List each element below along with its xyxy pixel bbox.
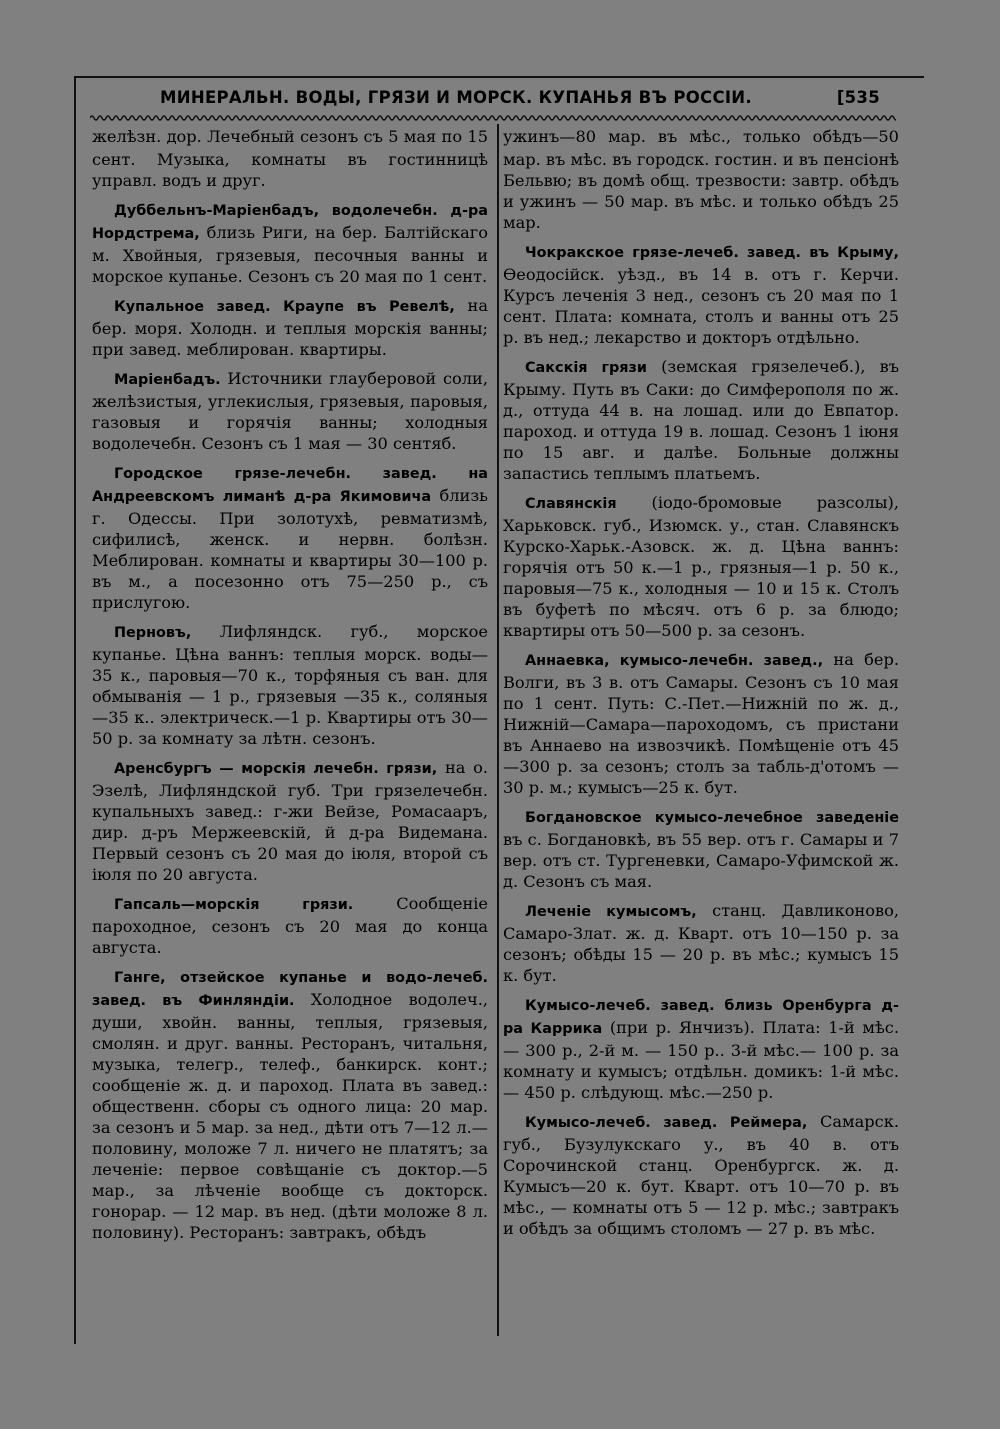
entry-text: Источники глауберовой соли, желѣзистыя, углекислыя, грязевыя, паровыя, газовыя и горячія ванны; холодныя водолечебн. Сезонъ съ 1 мая — 30 сентяб.: [92, 369, 488, 453]
entry: [503, 492, 899, 641]
column-divider: [497, 124, 499, 1336]
entry: [503, 994, 899, 1103]
entry-heading: Кумысо-лечеб. завед. близь Оренбурга д-ра Каррика: [503, 998, 899, 1037]
header-title: МИНЕРАЛЬН. ВОДЫ, ГРЯЗИ И МОРСК. КУПАНЬЯ ВЪ РОССІИ.: [160, 88, 752, 107]
entry: [92, 368, 488, 454]
entry-text: (іодо-бромовые разсолы), Харьковск. губ., Изюмск. у., стан. Славянскъ Курско-Харьк.-Азовск. ж. д. Цѣна ваннъ: горячія отъ 50 к.—1 р., грязныя—1 р. 50 к., паровыя—75 к., холодныя — 10 и 15 к. Столъ въ буфетѣ по мѣсяч. отъ 6 р. за блюдо; квартиры отъ 50—500 р. за сезонъ.: [503, 493, 899, 640]
entry: [92, 199, 488, 287]
entry-heading: Аренсбургъ — морскія лечебн. грязи,: [114, 761, 438, 777]
entry-heading: Аннаевка, кумысо-лечебн. завед.,: [525, 653, 824, 669]
entry-heading: Богдановское кумысо-лечебное заведеніе: [525, 810, 899, 826]
wavy-rule: [90, 113, 896, 123]
entry-text: на бер. моря. Холодн. и теплыя морскія ванны; при завед. меблирован. квартиры.: [92, 296, 488, 359]
entry-text: въ с. Богдановкѣ, въ 55 вер. отъ г. Самары и 7 вер. отъ ст. Тургеневки, Самаро-Уфимской ж. д. Сезонъ съ мая.: [503, 830, 899, 891]
entry: [92, 757, 488, 885]
entry: [503, 241, 899, 348]
entry: [92, 295, 488, 360]
entry-heading: Сакскія грязи: [525, 360, 647, 376]
right-column: [503, 126, 899, 1247]
entry-text: Самарск. губ., Бузулукскаго у., въ 40 в. отъ Сорочинской станц. Оренбургск. ж. д. Кумысъ—20 к. бут. Кварт. отъ 10—70 р. въ мѣс., — комнаты отъ 5 — 12 р. мѣс.; завтракъ и обѣдъ за общимъ столомъ — 27 р. въ мѣс.: [503, 1112, 899, 1238]
entry-heading: Чокракское грязе-лечеб. завед. въ Крыму,: [525, 245, 899, 261]
entry-text: Холодное водолеч., души, хвойн. ванны, теплыя, грязевыя, смолян. и друг. ванны. Ресторанъ, читальня, музыка, телегр., телеф., банкирск. конт.; сообщеніе ж. д. и пароход. Плата въ завед.: общественн. сборы съ одного лица: 20 мар. за сезонъ и 5 мар. за нед., дѣти отъ 7—12 л.—половину, моложе 7 л. ничего не платятъ; за леченіе: первое совѣщаніе съ доктор.—5 мар., за лѣченіе вообще съ докторск. гонорар. — 12 мар. въ нед. (дѣти моложе 8 л. половину). Ресторанъ: завтракъ, обѣдъ: [92, 990, 488, 1242]
entry: [503, 126, 899, 233]
entry-text: на бер. Волги, въ 3 в. отъ Самары. Сезонъ съ 10 мая по 1 сент. Путь: С.-Пет.—Нижній по ж. д., Нижній—Самара—пароходомъ, съ пристани въ Аннаево на извозчикѣ. Помѣщеніе отъ 45—300 р. за сезонъ; столъ за табль-д'отомъ — 30 р. м.; кумысъ—25 к. бут.: [503, 650, 899, 797]
entry-text: желѣзн. дор. Лечебный сезонъ съ 5 мая по 15 сент. Музыка, комнаты въ гостинницѣ управл. водъ и друг.: [92, 127, 488, 190]
entry: [92, 621, 488, 749]
page-number: [535: [836, 88, 880, 107]
entry-heading: Славянскія: [525, 496, 617, 512]
entry-text: станц. Давликоново, Самаро-Злат. ж. д. Кварт. отъ 10—150 р. за сезонъ; обѣды 15 — 20 р. въ мѣс.; кумысъ 15 к. бут.: [503, 901, 899, 985]
running-header: [90, 88, 880, 112]
entry: [503, 649, 899, 798]
entry: [503, 356, 899, 484]
entry-text: близь г. Одессы. При золотухѣ, ревматизмѣ, сифилисѣ, женск. и нервн. болѣзн. Меблирован. комнаты и квартиры 30—100 р. въ м., а посезонно отъ 75—250 р., съ прислугою.: [92, 486, 488, 612]
entry-heading: Леченіе кумысомъ,: [525, 904, 697, 920]
entry: [503, 806, 899, 892]
entry-text: ужинъ—80 мар. въ мѣс., только обѣдъ—50 мар. въ мѣс. въ городск. гостин. и въ пенсіонѣ Бельвю; въ домѣ общ. трезвости: завтр. обѣдъ и ужинъ — 50 мар. въ мѣс. и только обѣдъ 25 мар.: [503, 127, 899, 232]
entry: [503, 1111, 899, 1239]
left-column: [92, 126, 488, 1251]
entry-heading: Маріенбадъ.: [114, 372, 221, 388]
entry-heading: Гапсаль—морскія грязи.: [114, 897, 354, 913]
entry-text: на о. Эзелѣ, Лифляндской губ. Три грязелечебн. купальныхъ завед.: г-жи Вейзе, Ромасааръ, дир. д-ръ Мержеевскій, й д-ра Видемана. Первый сезонъ съ 20 мая до іюля, второй съ іюля по 20 августа.: [92, 758, 488, 884]
entry-text: (земская грязелечеб.), въ Крыму. Путь въ Саки: до Симферополя по ж. д., оттуда 44 в. на лошад. или до Евпатор. пароход. и оттуда 19 в. лошад. Сезонъ 1 іюня по 15 авг. и далѣе. Больные должны запастись теплымъ платьемъ.: [503, 357, 900, 483]
entry: [92, 966, 488, 1243]
entry-text: близь Риги, на бер. Балтійскаго м. Хвойныя, грязевыя, песочныя ванны и морское купанье. Сезонъ съ 20 мая по 1 сент.: [92, 223, 488, 286]
entry: [503, 900, 899, 986]
entry: [92, 462, 488, 613]
entry-text: Ѳеодосійск. уѣзд., въ 14 в. отъ г. Керчи. Курсъ леченія 3 нед., сезонъ съ 20 мая по 1 сент. Плата: комната, столъ и ванны отъ 25 р. въ нед.; лекарство и докторъ отдѣльно.: [503, 265, 899, 347]
entry-heading: Городское грязе-лечебн. завед. на Андреевскомъ лиманѣ д-ра Якимовича: [92, 466, 488, 505]
entry-text: Сообщеніе пароходное, сезонъ съ 20 мая до конца августа.: [92, 894, 488, 957]
entry-text: Лифляндск. губ., морское купанье. Цѣна ваннъ: теплыя морск. воды—35 к., паровыя—70 к., торфяныя съ ван. для обмыванія — 1 р., грязевыя —35 к., соляныя—35 к.. электрическ.—1 р. Квартиры отъ 30—50 р. за комнату за лѣтн. сезонъ.: [92, 622, 488, 748]
entry-heading: Дуббельнъ-Маріенбадъ, водолечебн. д-ра Нордстрема,: [92, 203, 488, 242]
frame-top-rule: [74, 76, 924, 78]
entry-heading: Кумысо-лечеб. завед. Реймера,: [525, 1115, 808, 1131]
entry-text: (при р. Янчизъ). Плата: 1-й мѣс. — 300 р., 2-й м. — 150 р.. 3-й мѣс.— 100 р. за комнату и кумысъ; отдѣльн. домикъ: 1-й мѣс. — 450 р. слѣдующ. мѣс.—250 р.: [503, 1018, 899, 1102]
entry-heading: Перновъ,: [114, 625, 192, 641]
entry-heading: Купальное завед. Краупе въ Ревелѣ,: [114, 299, 455, 315]
entry: [92, 893, 488, 958]
frame-left-rule: [74, 76, 76, 1344]
entry-heading: Ганге, отзейское купанье и водо-лечеб. завед. въ Финляндіи.: [92, 970, 488, 1009]
entry: [92, 126, 488, 191]
